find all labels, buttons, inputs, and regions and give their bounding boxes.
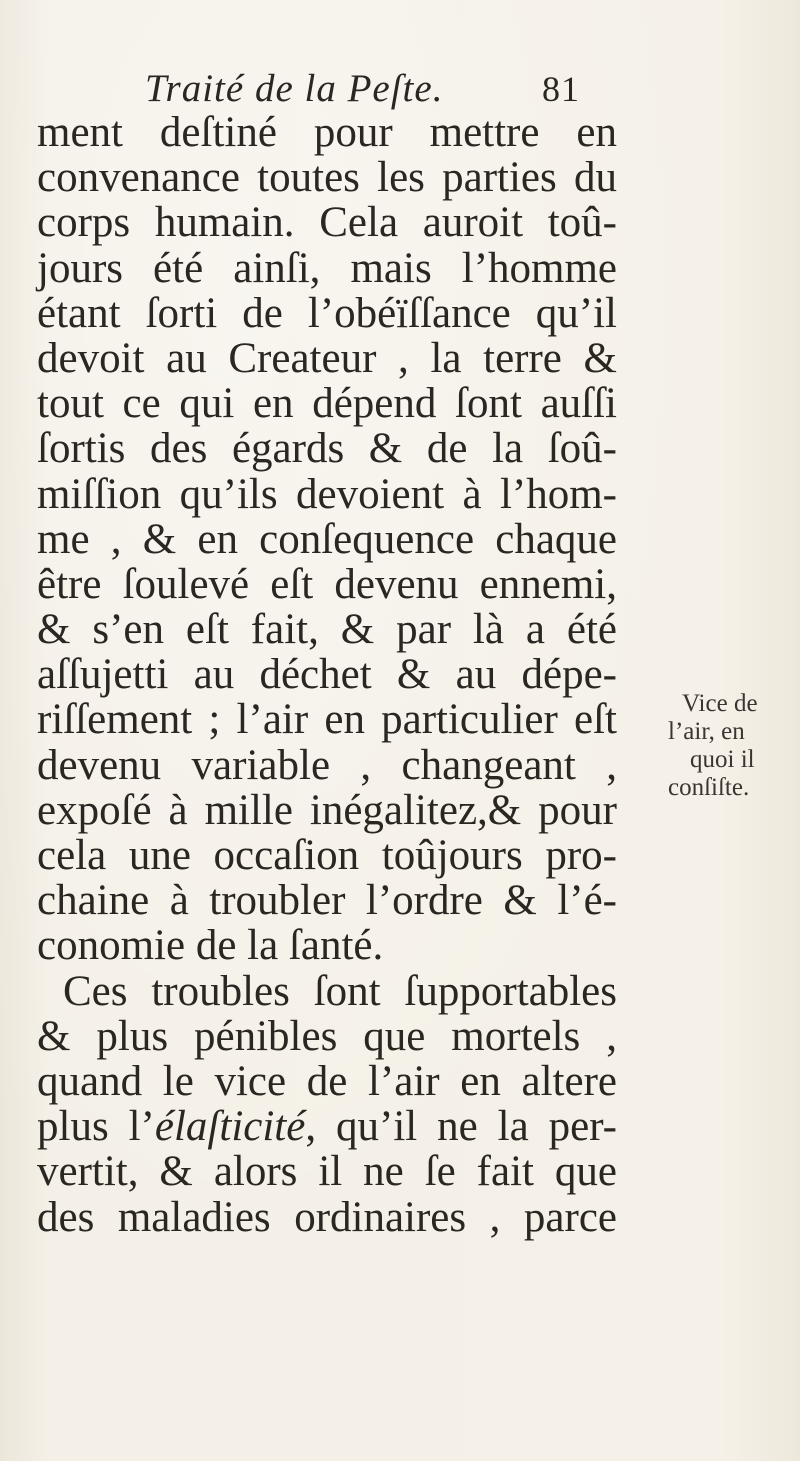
- text-line: étant ſorti de l’obéïſſance qu’il: [37, 289, 617, 337]
- text-line: être ſoulevé eſt devenu ennemi,: [37, 560, 617, 608]
- margin-note-line: quoi il: [690, 746, 755, 773]
- text-fragment: , qu’il ne la per-: [305, 1103, 617, 1151]
- text-line: me , & en conſequence chaque: [37, 515, 617, 563]
- text-line: aſſujetti au déchet & au dépe-: [37, 651, 617, 699]
- text-line: expoſé à mille inégalitez,& pour: [37, 786, 617, 834]
- text-line: quand le vice de l’air en altere: [37, 1057, 617, 1105]
- text-line: convenance toutes les parties du: [37, 154, 617, 202]
- text-line: & plus pénibles que mortels ,: [37, 1012, 617, 1060]
- text-line: ment deſtiné pour mettre en: [37, 109, 617, 156]
- text-line: conomie de la ſanté.: [37, 922, 384, 970]
- margin-note-line: Vice de: [682, 690, 758, 717]
- body-text: [37, 110, 617, 1240]
- text-line: chaine à troubler l’ordre & l’é-: [37, 877, 617, 925]
- text-line: devoit au Createur , la terre &: [37, 334, 617, 382]
- text-line: riſſement ; l’air en particulier eſt: [37, 696, 617, 744]
- text-line: [37, 1104, 617, 1149]
- text-line: ſortis des égards & de la ſoû-: [37, 425, 617, 473]
- text-line: Ces troubles ſont ſupportables: [63, 967, 617, 1015]
- running-head: [145, 66, 605, 112]
- running-title: Traité de la Peſte.: [145, 67, 444, 110]
- text-line: cela une occaſion toûjours pro-: [37, 832, 617, 879]
- page-number: 81: [542, 69, 580, 109]
- margin-note-line: l’air, en: [668, 718, 745, 745]
- margin-note-line: conſiſte.: [668, 774, 750, 801]
- text-line: devenu variable , changeant ,: [37, 741, 617, 789]
- text-fragment: plus l’: [37, 1103, 155, 1151]
- margin-note: [668, 690, 792, 802]
- text-line: des maladies ordinaires , parce: [37, 1193, 617, 1241]
- text-line: tout ce qui en dépend ſont auſſi: [37, 380, 617, 428]
- text-line: vertit, & alors il ne ſe fait que: [37, 1148, 617, 1196]
- text-line: miſſion qu’ils devoient à l’hom-: [37, 470, 617, 518]
- text-line: jours été ainſi, mais l’homme: [37, 244, 617, 292]
- italic-term: élaſticité: [154, 1103, 306, 1151]
- text-line: corps humain. Cela auroit toû-: [37, 199, 617, 247]
- text-line: & s’en eſt fait, & par là a été: [37, 606, 617, 654]
